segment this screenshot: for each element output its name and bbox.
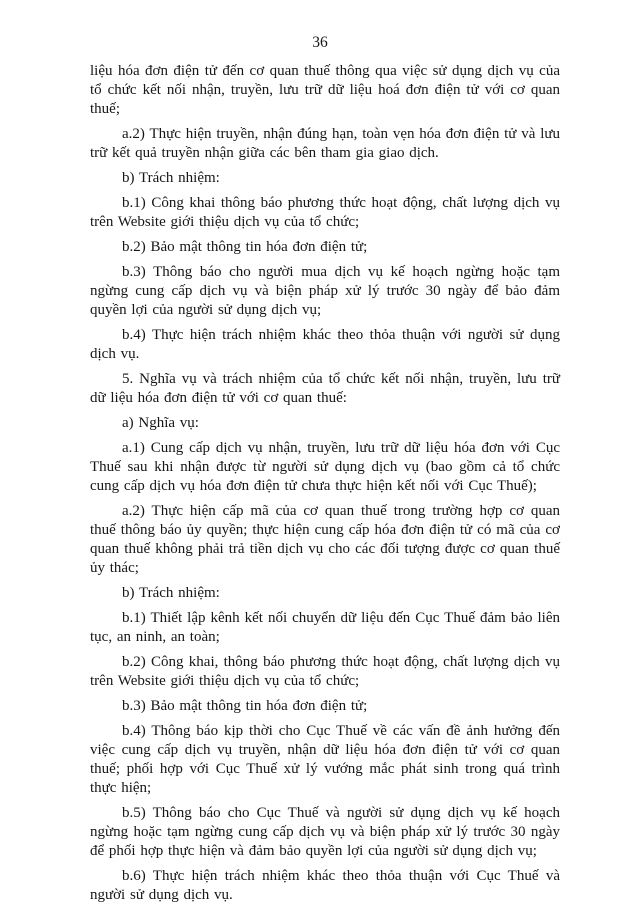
- page-number: 36: [312, 34, 328, 51]
- paragraph: liệu hóa đơn điện tử đến cơ quan thuế thông qua việc sử dụng dịch vụ của tổ chức kết nối nhận, truyền, lưu trữ dữ liệu hoá đơn điện tử với cơ quan thuế;: [90, 63, 560, 117]
- paragraph: a) Nghĩa vụ:: [122, 415, 199, 431]
- paragraph: b.2) Bảo mật thông tin hóa đơn điện tử;: [122, 239, 368, 255]
- paragraph: b.3) Bảo mật thông tin hóa đơn điện tử;: [122, 698, 368, 714]
- paragraph: b.2) Công khai, thông báo phương thức hoạt động, chất lượng dịch vụ trên Website giới thiệu dịch vụ của tổ chức;: [90, 654, 560, 689]
- paragraph: b.1) Công khai thông báo phương thức hoạt động, chất lượng dịch vụ trên Website giới thiệu dịch vụ của tổ chức;: [90, 195, 560, 230]
- paragraph: b.6) Thực hiện trách nhiệm khác theo thỏa thuận với Cục Thuế và người sử dụng dịch vụ.: [90, 868, 560, 903]
- paragraph: b.1) Thiết lập kênh kết nối chuyển dữ liệu đến Cục Thuế đảm bảo liên tục, an ninh, an toàn;: [90, 610, 560, 645]
- paragraph: a.2) Thực hiện cấp mã của cơ quan thuế trong trường hợp cơ quan thuế thông báo ủy quyền; thực hiện cung cấp hóa đơn điện tử có mã của cơ quan thuế không phải trả tiền dịch vụ cho các đối tượng được cơ quan thuế ủy thác;: [90, 503, 560, 576]
- paragraph: b) Trách nhiệm:: [122, 170, 220, 186]
- paragraph: b.5) Thông báo cho Cục Thuế và người sử dụng dịch vụ kế hoạch ngừng hoặc tạm ngừng cung cấp dịch vụ và biện pháp xử lý trước 30 ngày để phối hợp thực hiện và đảm bảo quyền lợi của người sử dụng dịch vụ;: [90, 805, 560, 859]
- paragraph: a.1) Cung cấp dịch vụ nhận, truyền, lưu trữ dữ liệu hóa đơn với Cục Thuế sau khi nhận được từ người sử dụng dịch vụ (bao gồm cả tổ chức cung cấp dịch vụ hóa đơn điện tử chưa thực hiện kết nối với Cục Thuế);: [90, 440, 560, 494]
- paragraph: b) Trách nhiệm:: [122, 585, 220, 601]
- paragraph: b.3) Thông báo cho người mua dịch vụ kế hoạch ngừng hoặc tạm ngừng cung cấp dịch vụ và biện pháp xử lý trước 30 ngày để bảo đảm quyền lợi của người sử dụng dịch vụ;: [90, 264, 560, 318]
- paragraph: b.4) Thực hiện trách nhiệm khác theo thỏa thuận với người sử dụng dịch vụ.: [90, 327, 560, 362]
- paragraph: 5. Nghĩa vụ và trách nhiệm của tổ chức kết nối nhận, truyền, lưu trữ dữ liệu hóa đơn điện tử với cơ quan thuế:: [90, 371, 560, 406]
- paragraph: a.2) Thực hiện truyền, nhận đúng hạn, toàn vẹn hóa đơn điện tử và lưu trữ kết quả truyền nhận giữa các bên tham gia giao dịch.: [90, 126, 560, 161]
- document-body: [90, 62, 560, 905]
- paragraph: b.4) Thông báo kịp thời cho Cục Thuế về các vấn đề ảnh hưởng đến việc cung cấp dịch vụ truyền, nhận dữ liệu hóa đơn điện tử với cơ quan thuế; phối hợp với Cục Thuế xử lý vướng mắc phát sinh trong quá trình thực hiện;: [90, 723, 560, 796]
